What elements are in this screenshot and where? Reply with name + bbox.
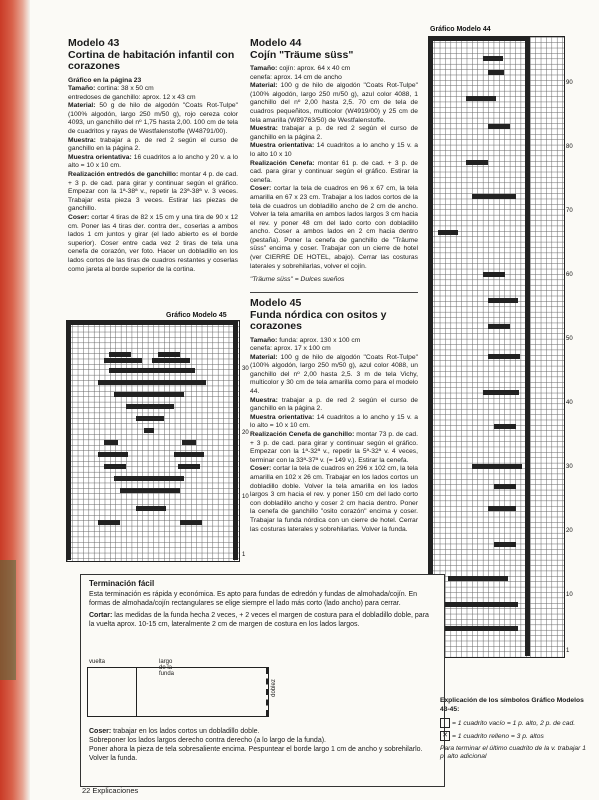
chart-44-pattern — [428, 36, 530, 661]
legend-empty: = 1 cuadrito vacío = 1 p. alto, 2 p. de cad. — [452, 719, 576, 727]
modelo-43-subtitle: Cortina de habitación infantil con corazones — [68, 48, 235, 72]
chart-44-row-80: 80 — [566, 144, 573, 150]
modelo-45: Modelo 45 Funda nórdica con ositos y corazones Tamaño: funda: aprox. 130 x 100 cm cenefa: aprox. 17 x 100 cm Material: 100 g de hilo de algodón "Coats Rot-Tulpe" (100% algodón, largo 250 m/50 g), azul color 4088, un ganchillo del nº 2,00 hasta 2,5. 3 m de tela Vichy, multicolor y 30 cm de tela amarilla como para el modelo 44. Muestra: trabajar a p. de red 2 según el curso de ganchillo en la página 2. Muestra orientativa: 14 cuadritos a lo ancho y 15 v. a lo alto = 10 x 10 cm. Realización Cenefa de ganchillo: montar 73 p. de cad. + 3 p. de cad. para girar y continuar según el gráfico. Empezar con la 1ª-32ª v., repetir la 5ª-32ª v. 4 veces, terminar con la 33ª-37ª v. (= 149 v.). Estirar la cenefa. Coser: cortar la tela de cuadros en 296 x 102 cm, la tela amarilla en 102 x 26 cm. Trabajar en los lados cortos un dobladillo doble. Volver la tela amarilla en los lados largos 3 cm hacia el rev. y poner 150 cm del lado corto con dobladillo ancho y coser 2 cm hacia dentro. Poner la cenefa de ganchillo "osito corazón" encima y coser. Trabajar la funda nórdica con un cierre de hotel. Cerrar las costuras laterales y sobrehilarlas. Volver la funda. — [250, 297, 419, 533]
fold-diagram-doblez-label: doblez — [270, 679, 277, 697]
filled-cell-icon: ✕ — [440, 731, 450, 741]
finishing-sew-2: Sobreponer los lados largos derecho contra derecho (a lo largo de la funda). — [89, 737, 326, 744]
finishing-intro: Esta terminación es rápida y económica. Es apto para fundas de edredón y fundas de almohada/cojín. En formas de almohada/cojín rectangulares se elige siempre el lado más corto (lado ancho) para cerrar. — [89, 591, 418, 607]
chart-44-row-20: 20 — [566, 528, 573, 534]
symbol-legend — [440, 697, 590, 762]
chart-44-filled-cells — [428, 36, 530, 656]
chart-44-row-40: 40 — [566, 400, 573, 406]
chart-44-svg — [428, 36, 530, 656]
finishing-sew-3: Poner ahora la pieza de tela sobresaliente encima. Pespuntear el borde largo 1 cm de ancho y sobrehilarlo. Volver la funda. — [89, 746, 423, 762]
finishing-sew: trabajar en los lados cortos un dobladillo doble. — [113, 728, 260, 735]
modelo-45-sample: trabajar a p. de red 2 según el curso de ganchillo en la página 2. — [250, 396, 419, 413]
fold-diagram-fold-line — [266, 668, 268, 716]
chart-45-row-1: 1 — [242, 552, 246, 558]
fold-diagram-vuelta-label: vuelta — [89, 659, 106, 665]
chart-44-row-90: 90 — [566, 80, 573, 86]
divider-44-45 — [250, 292, 418, 293]
fold-diagram-length-label: largo de la funda — [159, 659, 175, 677]
chart-45-svg — [66, 320, 238, 560]
modelo-43-chart-ref: Gráfico en la página 23 — [68, 76, 142, 84]
finishing-box: Terminación fácil Esta terminación es rápida y económica. Es apto para fundas de edredón y fundas de almohada/cojín. En formas de almohada/cojín rectangulares se elige siempre el lado más corto (lado ancho) para cerrar. Cortar: las medidas de la funda hecha 2 veces, + 2 veces el margen de costura para el dobladillo doble, para la vuelta aprox. 10-15 cm, lateralmente 2 cm de margen de costura en los lados largos. vuelta largo de la funda doblez Coser: trabajar en los lados cortos un dobladillo doble. Sobreponer los lados largos derecho contra derecho (a lo largo de la funda). Poner ahora la pieza de tela sobresaliente encima. Pespuntear el borde largo 1 cm de ancho y sobrehilarlo. Volver la funda. — [80, 574, 445, 787]
chart-44-grid-right — [530, 36, 565, 658]
modelo-45-material: 100 g de hilo de algodón "Coats Rot-Tulpe" (100% algodón, largo 250 m/50 g), azul color 4088, un ganchillo del nº 2,00 hasta 2,5. 3 m de tela Vichy, multicolor y 30 cm de tela amarilla como para el modelo 44. — [250, 353, 418, 396]
chart-45-filled-cells — [66, 320, 238, 560]
modelo-44-subtitle: Cojín "Träume süss" — [250, 48, 354, 61]
legend-title: Explicación de los símbolos Gráfico Modelos 43-45: — [440, 697, 584, 713]
modelo-44-sewing: cortar la tela de cuadros en 96 x 67 cm, la tela amarilla en 67 x 23 cm. Trabajar a los lados cortos de la tela de cuadros un dobladillo ancho de 2 cm de ancho. Volver la tela amarilla en ambos lados largos 3 cm hacia el rev. y poner 48 cm del lado corto con dobladillo ancho. Coser a ambos lados en 2 cm hacia dentro (pestaña). Poner la cenefa de ganchillo de "Träume süss" encima y coser. Trabajar con un cierre de hotel (ver CIERRE DE HOTEL, abajo). Cerrar las costuras laterales y sobrehilarlas, volver el cojín. — [250, 185, 419, 270]
modelo-43-realization: montar 4 p. de cad. + 3 p. de cad. para girar y continuar según el gráfico. Empezar con la 1ª-38ª v., repetir la 23ª-38ª v. 3 veces. Trabajar esta pieza 3 veces. Estirar las piezas de ganchillo. — [68, 171, 239, 213]
empty-cell-icon — [440, 718, 450, 728]
modelo-44-size: cojín: aprox. 64 x 40 cm cenefa: aprox. 14 cm de ancho — [250, 65, 351, 81]
fold-diagram-frame — [87, 667, 269, 717]
legend-full: = 1 cuadrito relleno = 3 p. altos — [452, 733, 544, 741]
modelo-43-sample: trabajar a p. de red 2 según el curso de ganchillo en la página 2. — [68, 136, 239, 153]
page-edge — [0, 0, 30, 800]
chart-44-row-70: 70 — [566, 208, 573, 214]
modelo-45-gauge: 14 cuadritos a lo ancho y 15 v. a lo alto = 10 x 10 cm. — [250, 413, 418, 430]
modelo-44-sample: trabajar a p. de red 2 según el curso de ganchillo en la página 2. — [250, 125, 419, 141]
modelo-44-note: "Träume süss" = Dulces sueños — [250, 276, 345, 284]
modelo-45-sewing: cortar la tela de cuadros en 296 x 102 cm, la tela amarilla en 102 x 26 cm. Trabajar en los lados cortos un dobladillo doble. Volver la tela amarilla en los lados largos 3 cm hacia el rev. y poner 150 cm del lado corto con dobladillo ancho y coser 2 cm hacia dentro. Poner la cenefa de ganchillo "osito corazón" encima y coser. Trabajar la funda nórdica con un cierre de hotel. Cerrar las costuras laterales y sobrehilarlas. Volver la funda. — [250, 465, 419, 533]
page-edge-shadow — [0, 560, 16, 680]
chart-45-row-30: 30 — [242, 366, 249, 372]
legend-note: Para terminar el último cuadrito de la v. trabajar 1 p. alto adicional — [440, 744, 586, 761]
modelo-43-size: cortina: 38 x 50 cm entredoses de ganchillo: aprox. 12 x 43 cm — [68, 85, 196, 101]
chart-44-title: Gráfico Modelo 44 — [430, 26, 491, 33]
chart-45-row-10: 10 — [242, 494, 249, 500]
modelo-44-gauge: 14 cuadritos a lo ancho y 15 v. a lo alto 10 x 10 — [250, 142, 418, 158]
modelo-44-realization: montar 61 p. de cad. + 3 p. de cad. para girar y continuar según el gráfico. Estirar la cenefa. — [250, 159, 419, 184]
finishing-cut: las medidas de la funda hecha 2 veces, + 2 veces el margen de costura para el dobladillo doble, para la vuelta aprox. 10-15 cm, lateralmente 2 cm de margen de costura en los lados largos. — [89, 612, 429, 628]
modelo-43-title: Modelo 43 — [68, 37, 120, 49]
chart-45-title: Gráfico Modelo 45 — [166, 312, 227, 319]
modelo-43-gauge: 16 cuadritos a lo ancho y 20 v. a lo alto = 10 x 10 cm. — [68, 153, 238, 170]
chart-45-row-20: 20 — [242, 430, 249, 436]
fold-diagram-flap — [88, 668, 137, 716]
modelo-44-title: Modelo 44 — [250, 37, 302, 49]
modelo-43-material: 50 g de hilo de algodón "Coats Rot-Tulpe" (100% algodón, largo 250 m/50 g), rojo cereza color 4093, un ganchillo del nº 1,75 hasta 2,00. 100 cm de tela de cuadritos y rayas de Westfalenstoffe (W48791/00). — [68, 102, 239, 136]
modelo-45-subtitle: Funda nórdica con ositos y corazones — [250, 308, 387, 332]
modelo-44: Modelo 44 Cojín "Träume süss" Tamaño: cojín: aprox. 64 x 40 cm cenefa: aprox. 14 cm de ancho Material: 100 g de hilo de algodón "Coats Rot-Tulpe" (100% algodón, largo 250 m/50 g), azul color 4088, 1 ganchillo del nº 2,00 hasta 2,5. 70 cm de tela de cuadros pequeñitos, multicolor (W4919/00) y 25 cm de tela amarilla (W89763/50) de Westfalenstoffe. Muestra: trabajar a p. de red 2 según el curso de ganchillo en la página 2. Muestra orientativa: 14 cuadritos a lo ancho y 15 v. a lo alto 10 x 10 Realización Cenefa: montar 61 p. de cad. + 3 p. de cad. para girar y continuar según el gráfico. Estirar la cenefa. Coser: cortar la tela de cuadros en 96 x 67 cm, la tela amarilla en 67 x 23 cm. Trabajar a los lados cortos de la tela de cuadros un dobladillo ancho de 2 cm de ancho. Volver la tela amarilla en ambos lados largos 3 cm hacia el rev. y poner 48 cm del lado corto con dobladillo ancho. Coser a ambos lados en 2 cm hacia dentro (pestaña). Poner la cenefa de ganchillo de "Träume süss" encima y coser. Trabajar con un cierre de hotel (ver CIERRE DE HOTEL, abajo). Cerrar las costuras laterales y sobrehilarlas, volver el cojín. "Träume süss" = Dulces sueños — [250, 37, 419, 284]
chart-44-row-50: 50 — [566, 336, 573, 342]
modelo-45-realization: montar 73 p. de cad. + 3 p. de cad. para girar y continuar según el gráfico. Empezar con la 1ª-32ª v., repetir la 5ª-32ª v. 4 veces, terminar con la 33ª-37ª v. (= 149 v.). Estirar la cenefa. — [250, 431, 418, 464]
page-footer: 22 Explicaciones — [82, 786, 139, 795]
chart-45-pattern — [66, 320, 238, 560]
finishing-title: Terminación fácil — [89, 579, 155, 588]
modelo-45-title: Modelo 45 — [250, 297, 302, 309]
modelo-43: Modelo 43 Cortina de habitación infantil con corazones Gráfico en la página 23 Tamaño: cortina: 38 x 50 cm entredoses de ganchillo: aprox. 12 x 43 cm Material: 50 g de hilo de algodón "Coats Rot-Tulpe" (100% algodón, largo 250 m/50 g), rojo cereza color 4093, un ganchillo del nº 1,75 hasta 2,00. 100 cm de tela de cuadritos y rayas de Westfalenstoffe (W48791/00). Muestra: trabajar a p. de red 2 según el curso de ganchillo en la página 2. Muestra orientativa: 16 cuadritos a lo ancho y 20 v. a lo alto = 10 x 10 cm. Realización entredós de ganchillo: montar 4 p. de cad. + 3 p. de cad. para girar y continuar según el gráfico. Empezar con la 1ª-38ª v., repetir la 23ª-38ª v. 3 veces. Trabajar esta pieza 3 veces. Estirar las piezas de ganchillo. Coser: cortar 4 tiras de 82 x 15 cm y una tira de 90 x 12 cm. Poner las 4 tiras der. contra der., coserlas a ambos lados 1 cm juntos y girar (el lado abierto es el borde superior). Coser entre cada vez 2 tiras de tela una cenefa de corazón, ver foto. Hacer un dobladillo en los lados cortos de las tiras de cuadros restantes y coserlas como jareta al borde superior de la cortina. — [68, 37, 239, 273]
modelo-44-material: 100 g de hilo de algodón "Coats Rot-Tulpe" (100% algodón, largo 250 m/50 g), azul color 4088, 1 ganchillo del nº 2,00 hasta 2,5. 70 cm de tela de cuadros pequeñitos, multicolor (W4919/00) y 25 cm de tela amarilla (W89763/50) de Westfalenstoffe. — [250, 82, 418, 124]
chart-44-row-60: 60 — [566, 272, 573, 278]
modelo-43-sewing: cortar 4 tiras de 82 x 15 cm y una tira de 90 x 12 cm. Poner las 4 tiras der. contra der., coserlas a ambos lados 1 cm juntos y girar (el lado abierto es el borde superior). Coser entre cada vez 2 tiras de tela una cenefa de corazón, ver foto. Hacer un dobladillo en los lados cortos de las tiras de cuadros restantes y coserlas como jareta al borde superior de la cortina. — [68, 214, 239, 273]
chart-44-row-1: 1 — [566, 648, 570, 654]
modelo-45-size: funda: aprox. 130 x 100 cm cenefa: aprox. 17 x 100 cm — [250, 336, 361, 353]
chart-44-row-30: 30 — [566, 464, 573, 470]
chart-44-row-10: 10 — [566, 592, 573, 598]
